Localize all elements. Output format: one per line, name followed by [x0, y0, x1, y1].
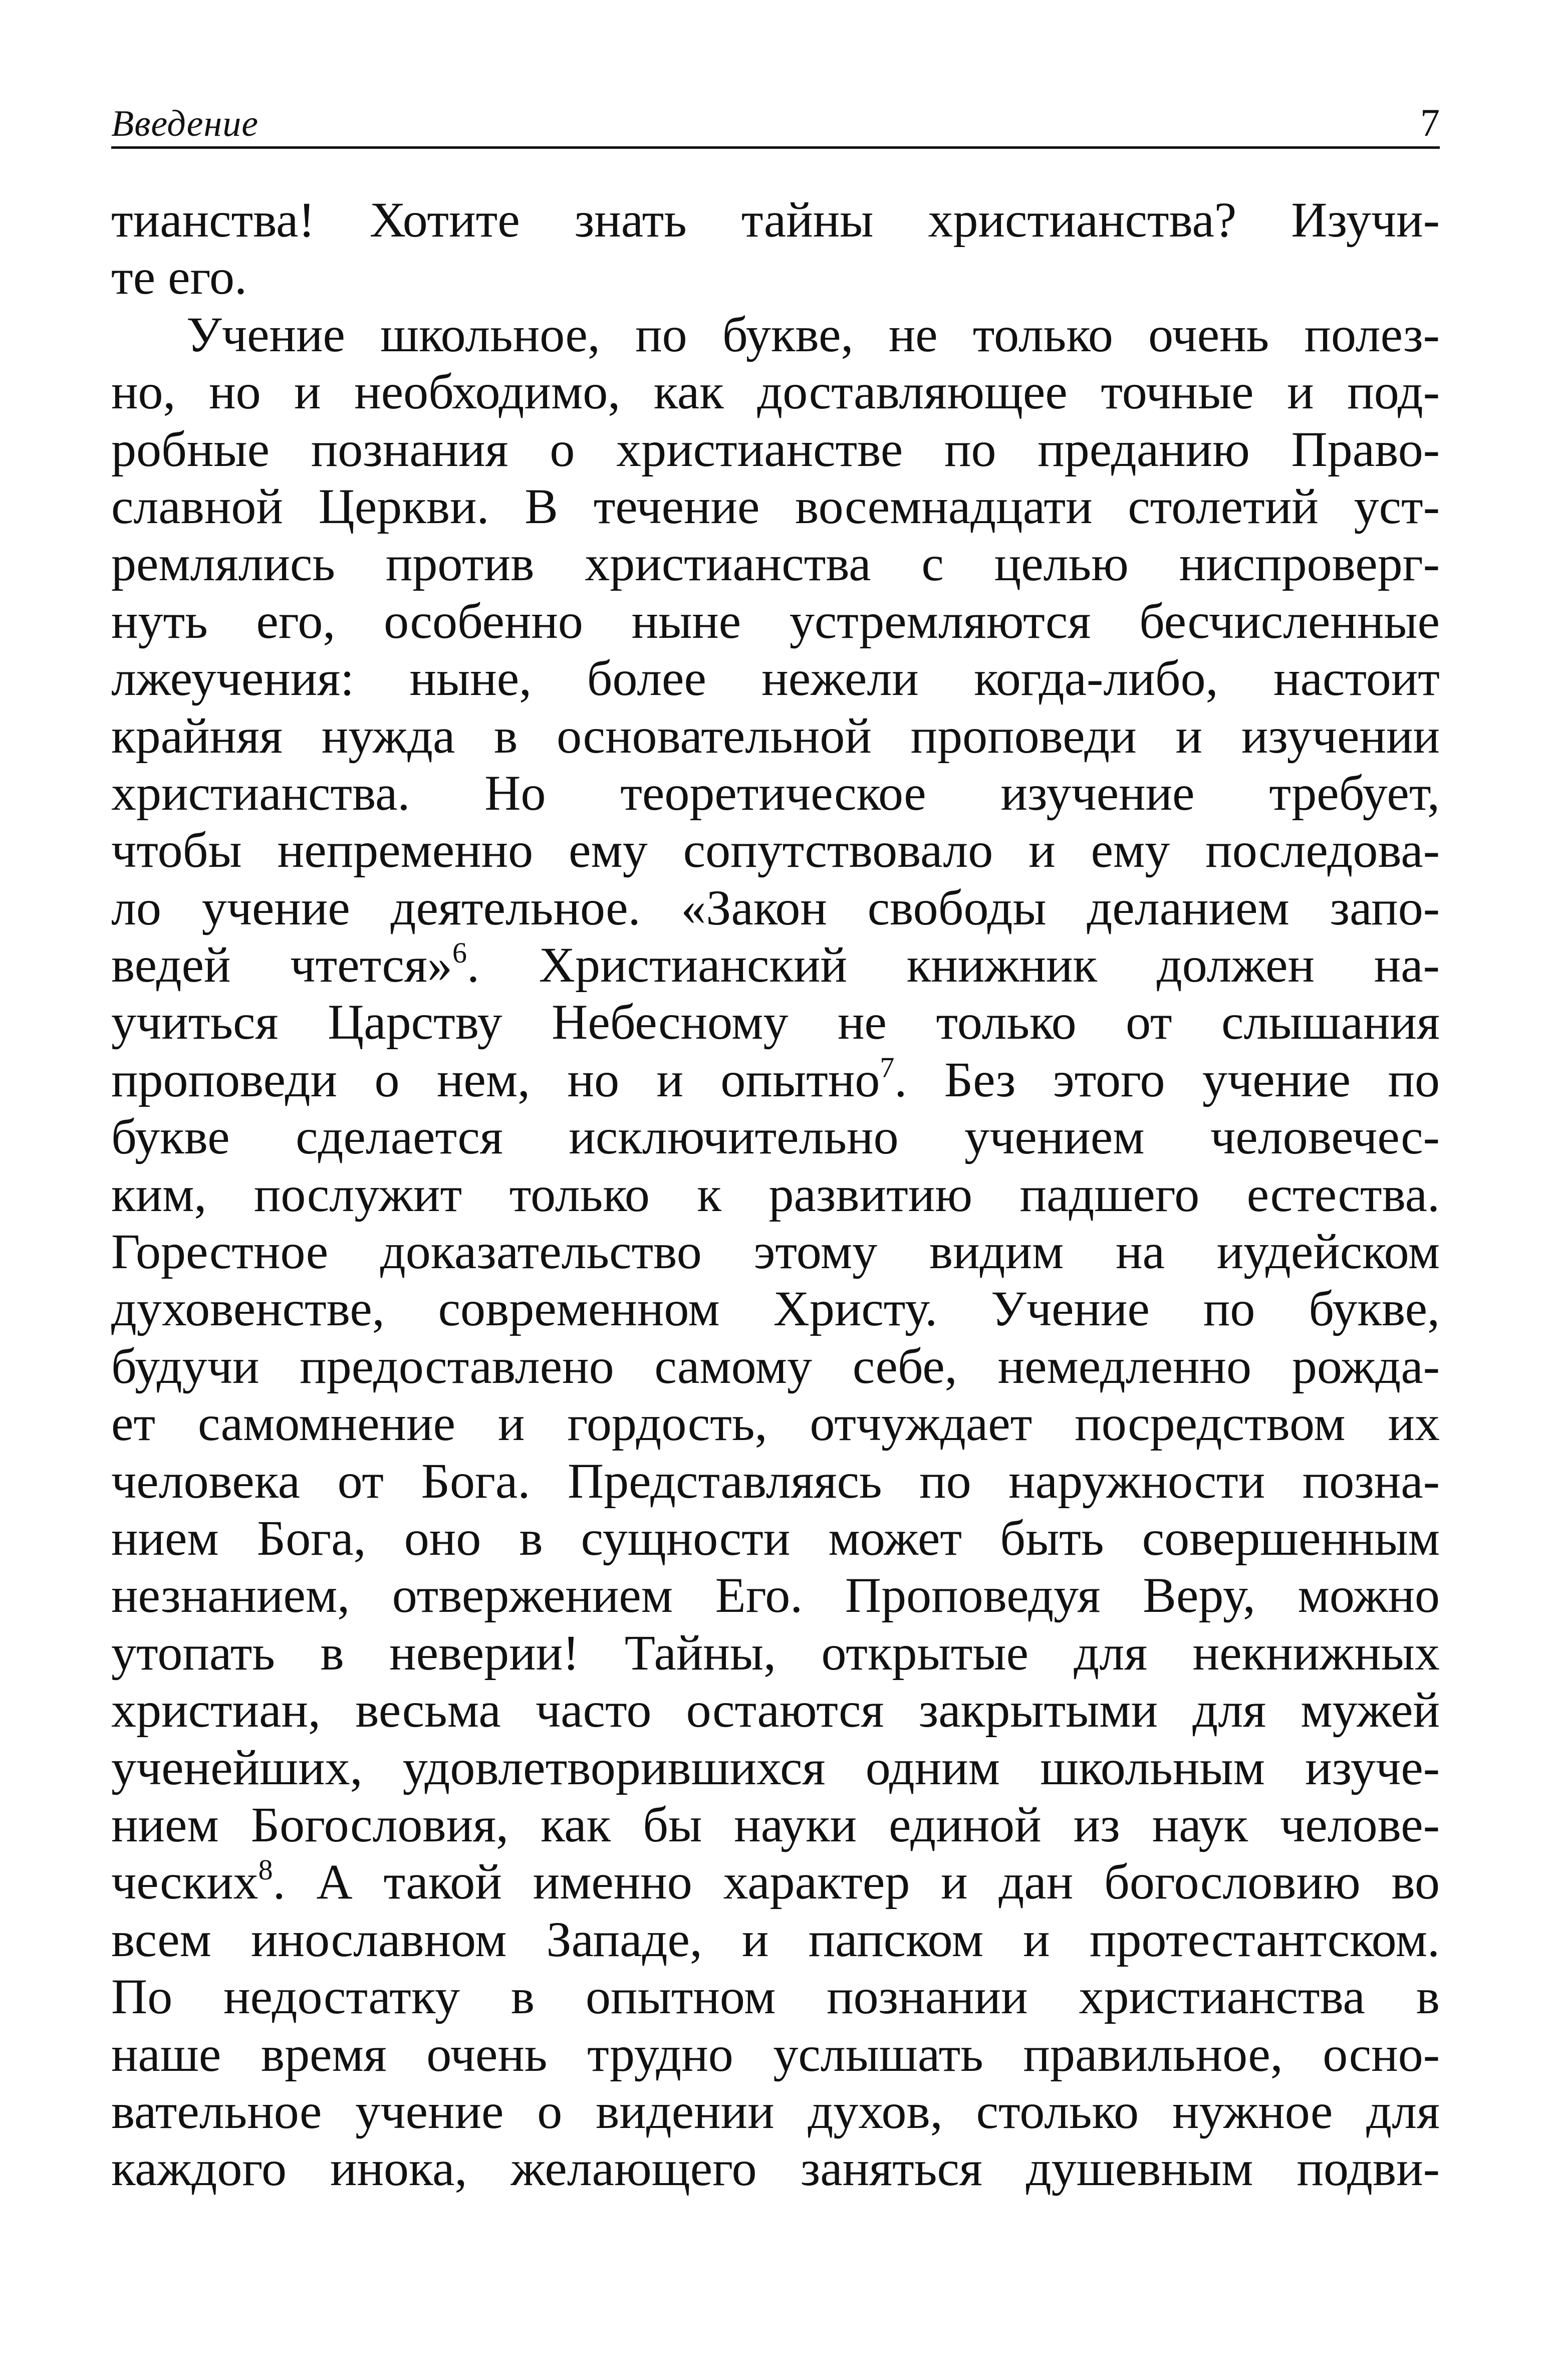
text-line: христиан, весьма часто остаются закрытыми для мужей — [111, 1682, 1440, 1738]
footnote-marker: 8 — [258, 1853, 273, 1886]
text-line — [111, 936, 1440, 994]
text-line: незнанием, отвержением Его. Проповедуя Веру, можно — [111, 1567, 1440, 1623]
text-line: вательное учение о видении духов, столько нужное для — [111, 2083, 1440, 2139]
text-line: крайняя нужда в основательной проповеди и изучении — [111, 707, 1440, 764]
text-segment: . Христианский книжник должен на- — [466, 937, 1440, 993]
text-segment: . А такой именно характер и дан богословию во — [273, 1854, 1440, 1910]
text-line: христианства. Но теоретическое изучение требует, — [111, 765, 1440, 821]
text-line: нуть его, особенно ныне устремляются бесчисленные — [111, 593, 1440, 649]
text-line: человека от Бога. Представляясь по наружности позна- — [111, 1453, 1440, 1509]
running-title: Введение — [111, 103, 259, 144]
text-line: каждого инока, желающего заняться душевным подви- — [111, 2140, 1440, 2197]
text-line: всем инославном Западе, и папском и протестантском. — [111, 1911, 1440, 1967]
text-segment: ческих — [111, 1854, 258, 1910]
text-line: духовенстве, современном Христу. Учение по букве, — [111, 1281, 1440, 1337]
text-segment: проповеди о нем, но и опытно — [111, 1051, 880, 1107]
text-line: утопать в неверии! Тайны, открытые для некнижных — [111, 1624, 1440, 1681]
text-line — [111, 1051, 1440, 1108]
text-line: учиться Царству Небесному не только от слышания — [111, 994, 1440, 1050]
text-line: Горестное доказательство этому видим на иудейском — [111, 1224, 1440, 1280]
text-line: нием Бога, оно в сущности может быть совершенным — [111, 1510, 1440, 1566]
page-number: 7 — [1420, 101, 1440, 144]
text-segment: ведей чтется» — [111, 937, 452, 993]
text-line: тианства! Хотите знать тайны христианства? Изучи- — [111, 192, 1440, 248]
body-text — [111, 191, 1440, 2198]
text-line: По недостатку в опытном познании христианства в — [111, 1969, 1440, 2025]
text-line: будучи предоставлено самому себе, немедленно рожда- — [111, 1338, 1440, 1394]
text-line: лжеучения: ныне, более нежели когда-либо, настоит — [111, 650, 1440, 706]
text-line: ким, послужит только к развитию падшего естества. — [111, 1166, 1440, 1222]
text-line: славной Церкви. В течение восемнадцати столетий уст- — [111, 478, 1440, 534]
text-line: букве сделается исключительно учением человечес- — [111, 1109, 1440, 1165]
text-segment: . Без этого учение по — [894, 1051, 1440, 1107]
text-line: ет самомнение и гордость, отчуждает посредством их — [111, 1395, 1440, 1452]
text-line: Учение школьное, по букве, не только очень полез- — [186, 306, 1440, 362]
text-line: ло учение деятельное. «Закон свободы деланием запо- — [111, 879, 1440, 935]
text-line: но, но и необходимо, как доставляющее точные и под- — [111, 364, 1440, 420]
text-line: ремлялись против христианства с целью ниспроверг- — [111, 536, 1440, 592]
text-line: нием Богословия, как бы науки единой из наук челове- — [111, 1796, 1440, 1852]
text-line: наше время очень трудно услышать правильное, осно- — [111, 2026, 1440, 2082]
text-line: робные познания о христианстве по преданию Право- — [111, 421, 1440, 477]
running-header — [111, 90, 1440, 149]
footnote-marker: 6 — [452, 936, 467, 970]
text-line — [111, 1853, 1440, 1911]
text-line: чтобы непременно ему сопутствовало и ему последова- — [111, 822, 1440, 878]
text-line: те его. — [111, 249, 247, 305]
footnote-marker: 7 — [880, 1051, 895, 1084]
text-line: ученейших, удовлетворившихся одним школьным изуче- — [111, 1739, 1440, 1795]
